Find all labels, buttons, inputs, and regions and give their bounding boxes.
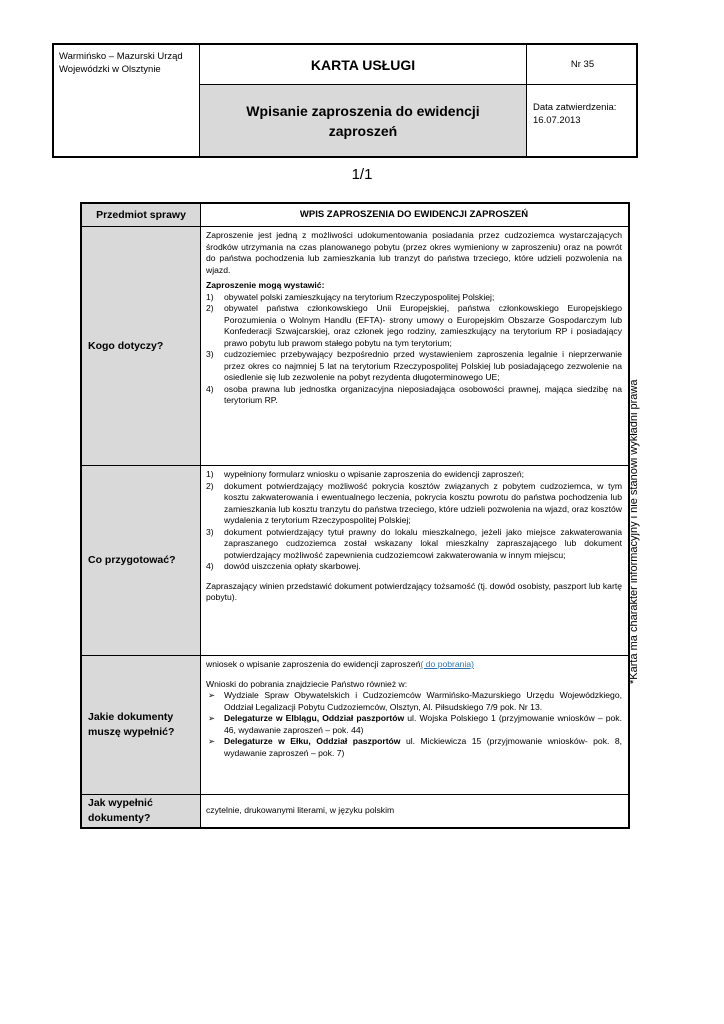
forms-content xyxy=(201,656,628,794)
arrow-bullet-icon: ➢ xyxy=(208,713,216,723)
prepare-list-item xyxy=(206,469,622,481)
forms-download-intro: Wnioski do pobrania znajdziecie Państwo również w: xyxy=(206,678,408,689)
list-text: dokument potwierdzający tytuł prawny do lokalu mieszkalnego, jeżeli jako miejsce zakwaterowania zapraszanego cudzoziemca został wskazany lokal mieszkalny zapraszającego lub dokument potwierdzający możliwość zapewnienia cudzoziemcowi zakwaterowania w innym miejscu; xyxy=(224,526,622,560)
download-link[interactable]: ( do pobrania) xyxy=(420,659,475,669)
approval-date-cell xyxy=(527,85,638,156)
forms-place-item xyxy=(206,713,622,736)
service-title: Wpisanie zaproszenia do ewidencji zaproszeń xyxy=(200,85,527,156)
list-number: 1) xyxy=(206,469,214,479)
who-list-item xyxy=(206,384,622,407)
place-details: Wydziale Spraw Obywatelskich i Cudzoziemców Warmińsko-Mazurskiego Urzędu Wojewódzkiego, Oddział Legalizacji Pobytu Cudzoziemców, Olsztyn, Al. Piłsudskiego 7/9 pok. Nr 13. xyxy=(224,690,622,712)
forms-places-list xyxy=(206,690,622,759)
list-number: 3) xyxy=(206,526,214,537)
prepare-label: Co przygotować? xyxy=(82,466,201,655)
fill-label: Jak wypełnić dokumenty? xyxy=(82,795,201,827)
card-title: KARTA USŁUGI xyxy=(200,45,527,85)
prepare-list-item xyxy=(206,561,622,573)
side-note-text: *Karta ma charakter informacyjny i nie stanowi wykładni prawa xyxy=(628,379,640,684)
who-list xyxy=(206,292,622,407)
row-who xyxy=(82,227,628,466)
arrow-bullet-icon: ➢ xyxy=(208,736,216,746)
list-number: 2) xyxy=(206,480,214,491)
list-text: dowód uiszczenia opłaty skarbowej. xyxy=(224,561,361,571)
who-list-item xyxy=(206,292,622,304)
who-list-item xyxy=(206,349,622,384)
header-table xyxy=(52,43,638,158)
list-number: 1) xyxy=(206,291,214,302)
forms-label: Jakie dokumenty muszę wypełnić? xyxy=(82,656,201,794)
list-number: 4) xyxy=(206,561,214,571)
list-text: obywatel państwa członkowskiego Unii Europejskiej, państwa członkowskiego Europejskiego Porozumienia o Wolnym Handlu (EFTA)- strony umowy o Europejskim Obszarze Gospodarczym lub Konfederacji Szwajcarskiej, oraz członek jego rodziny, zamieszkujący na terytorium RP i posiadający prawo pobytu lub prawom stałego pobytu na tym terytorium; xyxy=(224,303,622,348)
list-number: 4) xyxy=(206,383,214,394)
who-list-item xyxy=(206,303,622,349)
approval-label: Data zatwierdzenia: xyxy=(533,102,617,113)
arrow-bullet-icon: ➢ xyxy=(208,690,216,700)
forms-app-text: wniosek o wpisanie zaproszenia do ewidencji zaproszeń xyxy=(206,659,421,669)
who-content xyxy=(201,227,628,465)
prepare-list-item xyxy=(206,527,622,562)
place-name: Delegaturze w Ełku, Oddział paszportów xyxy=(224,736,401,746)
prepare-list xyxy=(206,469,622,573)
forms-application xyxy=(206,659,622,671)
service-table xyxy=(80,202,630,829)
prepare-list-item xyxy=(206,481,622,527)
fill-value: czytelnie, drukowanymi literami, w języku polskim xyxy=(206,805,395,816)
subject-label: Przedmiot sprawy xyxy=(82,204,201,226)
list-text: osoba prawna lub jednostka organizacyjna nieposiadająca osobowości prawnej, mająca siedzibę na terytorium RP. xyxy=(224,383,622,405)
list-text: dokument potwierdzający możliwość pokrycia kosztów związanych z pobytem cudzoziemca, w tym kosztu zakwaterowania i ewentualnego leczenia, pokrycia kosztu powrotu do państwa pochodzenia lub zamieszkania lub kosztu tranzytu do państwa trzeciego, które udzieli pozwolenia na wjazd, oraz kosztów wydalenia z terytorium Rzeczypospolitej Polskiej; xyxy=(224,480,622,525)
row-subject xyxy=(82,204,628,227)
approval-date: 16.07.2013 xyxy=(533,115,581,126)
list-number: 2) xyxy=(206,303,214,313)
place-name: Delegaturze w Elblągu, Oddział paszportów xyxy=(224,713,405,723)
place-details: ul. Mickiewicza 15 (przyjmowanie wniosków- pok. 8, wydawanie zaproszeń – pok. 7) xyxy=(224,736,622,758)
row-forms xyxy=(82,656,628,795)
page-number: 1/1 xyxy=(351,166,373,183)
who-issuers-heading: Zaproszenie mogą wystawić: xyxy=(206,280,325,290)
who-label: Kogo dotyczy? xyxy=(82,227,201,465)
list-text: obywatel polski zamieszkujący na terytorium Rzeczypospolitej Polskiej; xyxy=(224,291,495,302)
subject-value: WPIS ZAPROSZENIA DO EWIDENCJI ZAPROSZEŃ xyxy=(299,209,529,221)
list-text: wypełniony formularz wniosku o wpisanie zaproszenia do ewidencji zaproszeń; xyxy=(224,469,524,479)
row-prepare xyxy=(82,466,628,656)
row-fill xyxy=(82,795,628,827)
place-details: ul. Wojska Polskiego 1 (przyjmowanie wniosków – pok. 46, wydawanie zaproszeń – pok. 44) xyxy=(224,713,622,735)
forms-place-item xyxy=(206,690,622,713)
organization-name: Warmińsko – Mazurski Urząd Wojewódzki w Olsztynie xyxy=(54,45,200,156)
prepare-note: Zapraszający winien przedstawić dokument potwierdzający tożsamość (tj. dowód osobisty, paszport lub kartę pobytu). xyxy=(206,580,622,602)
forms-place-item xyxy=(206,736,622,759)
list-text: cudzoziemiec przebywający bezpośrednio przed wystawieniem zaproszenia legalnie i nieprzerwanie przez okres co najmniej 5 lat na terytorium Rzeczypospolitej Polskiej lub posiadającego zezwolenie na osiedlenie się lub zezwolenie na pobyt rezydenta długoterminowego UE; xyxy=(224,349,622,382)
list-number: 3) xyxy=(206,349,214,359)
who-intro: Zaproszenie jest jedną z możliwości udokumentowania posiadania przez cudzoziemca wystarczających środków utrzymania na czas planowanego pobytu (przez okres wymieniony w zaproszeniu) oraz na powrót do państwa pochodzenia lub zamieszkania lub tranzyt do państwa trzeciego, które udzieli pozwolenia na wjazd. xyxy=(206,230,622,275)
card-number: Nr 35 xyxy=(527,45,638,85)
prepare-content xyxy=(201,466,628,655)
